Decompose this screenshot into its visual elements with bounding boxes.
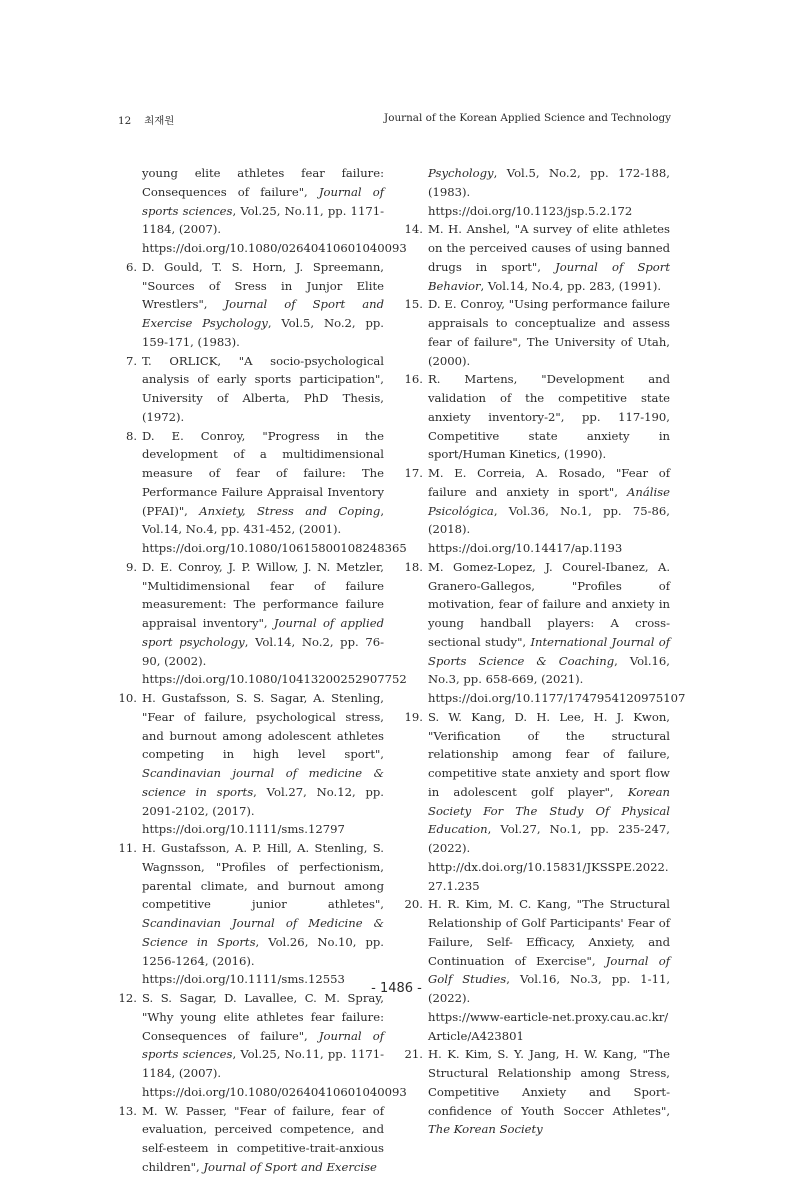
running-header	[118, 112, 671, 128]
reference-13-continued: Psychology, Vol.5, No.2, pp. 172-188, (1983). https://doi.org/10.1123/jsp.5.2.172	[428, 164, 670, 220]
doi-link[interactable]: https://doi.org/10.1080/10413200252907752	[142, 672, 407, 687]
page-number-footer: - 1486 -	[371, 981, 422, 996]
reference-19: 19. S. W. Kang, D. H. Lee, H. J. Kwon, "Verification of the structural relationship among fear of failure, competitive state anxiety and sport flow in adolescent golf player", Korean Society For The Study Of Physical Education, Vol.27, No.1, pp. 235-247, (2022). http://dx.doi.org/10.15831/JKSSPE.2022.27.1.235	[428, 708, 670, 896]
doi-link[interactable]: https://doi.org/10.1111/sms.12797	[142, 822, 345, 837]
reference-11: 11. H. Gustafsson, A. P. Hill, A. Stenling, S. Wagnsson, "Profiles of perfectionism, parental climate, and burnout among competitive junior athletes", Scandinavian Journal of Medicine & Science in Sports, Vol.26, No.10, pp. 1256-1264, (2016). https://doi.org/10.1111/sms.12553	[142, 839, 384, 989]
reference-10: 10. H. Gustafsson, S. S. Sagar, A. Stenling, "Fear of failure, psychological stress, and burnout among adolescent athletes competing in high level sport", Scandinavian journal of medicine & science in sports, Vol.27, No.12, pp. 2091-2102, (2017). https://doi.org/10.1111/sms.12797	[142, 689, 384, 839]
doi-link[interactable]: https://doi.org/10.1123/jsp.5.2.172	[428, 203, 633, 218]
doi-link[interactable]: https://doi.org/10.1080/10615800108248365	[142, 541, 407, 555]
reference-20: 20. H. R. Kim, M. C. Kang, "The Structural Relationship of Golf Participants' Fear of Failure, Self- Efficacy, Anxiety, and Continuation of Exercise", Journal of Golf Studies, Vol.16, No.3, pp. 1-11, (2022). https://www-earticle-net.proxy.cau.ac.kr/Article/A423801	[428, 895, 670, 1045]
header-author: 최재원	[144, 115, 175, 127]
reference-14: 14. M. H. Anshel, "A survey of elite athletes on the perceived causes of using banned drugs in sport", Journal of Sport Behavior, Vol.14, No.4, pp. 283, (1991).	[404, 222, 670, 293]
doi-link[interactable]: http://dx.doi.org/10.15831/JKSSPE.2022.27.1.235	[428, 859, 669, 893]
reference-12: 12. S. S. Sagar, D. Lavallee, C. M. Spray, "Why young elite athletes fear failure: Consequences of failure", Journal of sports sciences, Vol.25, No.11, pp. 1171-1184, (2007). https://doi.org/10.1080/02640410601040093	[142, 989, 384, 1102]
reference-7: 7. T. ORLICK, "A socio-psychological analysis of early sports participation", University of Alberta, PhD Thesis, (1972).	[125, 353, 384, 424]
header-left	[118, 112, 174, 127]
doi-link[interactable]: https://doi.org/10.14417/ap.1193	[428, 541, 623, 555]
article-link[interactable]: https://www-earticle-net.proxy.cau.ac.kr/Article/A423801	[428, 1009, 669, 1043]
reference-9: 9. D. E. Conroy, J. P. Willow, J. N. Metzler, "Multidimensional fear of failure measurement: The performance failure appraisal inventory", Journal of applied sport psychology, Vol.14, No.2, pp. 76-90, (2002). https://doi.org/10.1080/10413200252907752	[142, 558, 384, 689]
doi-link[interactable]: https://doi.org/10.1111/sms.12553	[142, 972, 345, 987]
reference-5-continued: young elite athletes fear failure: Consequences of failure", Journal of sports sciences, Vol.25, No.11, pp. 1171-1184, (2007). https://doi.org/10.1080/02640410601040093	[142, 164, 384, 258]
reference-17: 17. M. E. Correia, A. Rosado, "Fear of failure and anxiety in sport", Análise Psicológica, Vol.36, No.1, pp. 75-86, (2018). https://doi.org/10.14417/ap.1193	[428, 464, 670, 558]
doi-link[interactable]: https://doi.org/10.1080/02640410601040093	[142, 241, 407, 255]
reference-16: 16. R. Martens, "Development and validation of the competitive state anxiety inventory-2", pp. 117-190, Competitive state anxiety in sport/Human Kinetics, (1990).	[404, 372, 670, 462]
reference-18: 18. M. Gomez-Lopez, J. Courel-Ibanez, A. Granero-Gallegos, "Profiles of motivation, fear of failure and anxiety in young handball players: A cross-sectional study", International Journal of Sports Science & Coaching, Vol.16, No.3, pp. 658-669, (2021). https://doi.org/10.1177/1747954120975107	[428, 558, 670, 708]
doi-link[interactable]: https://doi.org/10.1177/1747954120975107	[428, 691, 686, 705]
reference-6: 6. D. Gould, T. S. Horn, J. Spreemann, "Sources of Sress in Junjor Elite Wrestlers", Journal of Sport and Exercise Psychology, Vol.5, No.2, pp. 159-171, (1983).	[125, 259, 384, 349]
reference-13: 13. M. W. Passer, "Fear of failure, fear of evaluation, perceived competence, and self-esteem in competitive-trait-anxious children", Journal of Sport and Exercise	[118, 1103, 384, 1174]
reference-15: 15. D. E. Conroy, "Using performance failure appraisals to conceptualize and assess fear of failure", The University of Utah, (2000).	[404, 297, 670, 368]
reference-8: 8. D. E. Conroy, "Progress in the development of a multidimensional measure of fear of failure: The Performance Failure Appraisal Inventory (PFAI)", Anxiety, Stress and Coping, Vol.14, No.4, pp. 431-452, (2001). https://doi.org/10.1080/10615800108248365	[142, 427, 384, 558]
header-page-number: 12	[118, 115, 132, 127]
doi-link[interactable]: https://doi.org/10.1080/02640410601040093	[142, 1084, 407, 1099]
header-journal-title: Journal of the Korean Applied Science and Technology	[384, 112, 671, 124]
reference-21: 21. H. K. Kim, S. Y. Jang, H. W. Kang, "The Structural Relationship among Stress, Competitive Anxiety and Sport-confidence of Youth Soccer Athletes", The Korean Society	[404, 1047, 670, 1137]
